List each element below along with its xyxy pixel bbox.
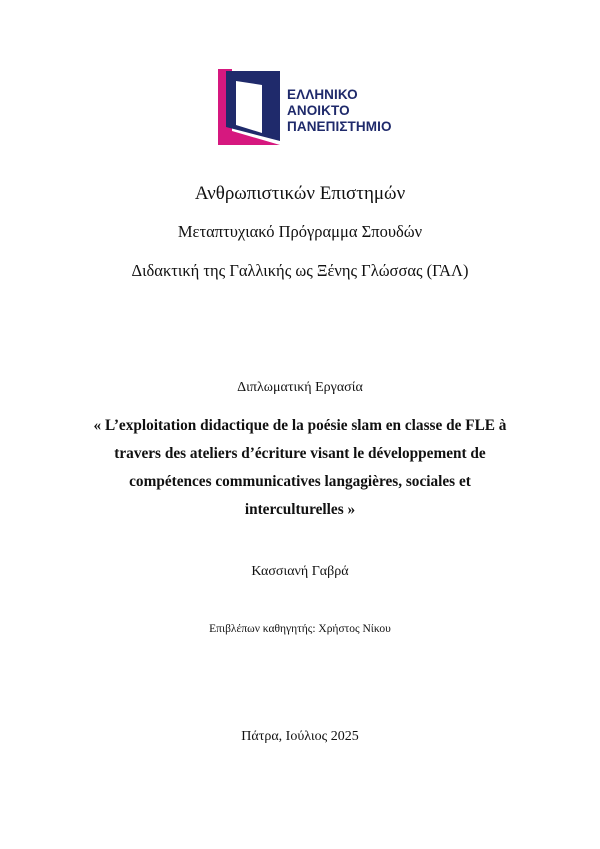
place-date: Πάτρα, Ιούλιος 2025 xyxy=(241,729,359,744)
program-name: Μεταπτυχιακό Πρόγραμμα Σπουδών xyxy=(177,222,423,241)
university-name xyxy=(287,87,392,135)
university-logo-icon xyxy=(218,69,280,145)
thesis-title-line: travers des ateliers d’écriture visant le développement de xyxy=(114,445,486,462)
faculty-name: Ανθρωπιστικών Επιστημών xyxy=(194,183,406,204)
supervisor-line: Επιβλέπων καθηγητής: Χρήστος Νίκου xyxy=(209,623,391,635)
university-name-line: ΕΛΛΗΝΙΚΟ xyxy=(287,87,358,102)
specialty-name: Διδακτική της Γαλλικής ως Ξένης Γλώσσας (ΓΑΛ) xyxy=(131,261,469,280)
university-name-line: ΠΑΝΕΠΙΣΤΗΜΙΟ xyxy=(287,119,392,134)
thesis-title xyxy=(80,412,520,524)
university-name-line: ΑΝΟΙΚΤΟ xyxy=(287,103,350,118)
thesis-title-line: interculturelles » xyxy=(244,501,356,518)
author-name: Κασσιανή Γαβρά xyxy=(251,564,349,579)
thesis-title-line: compétences communicatives langagières, sociales et xyxy=(129,473,471,490)
document-type: Διπλωματική Εργασία xyxy=(237,380,363,395)
thesis-title-line: « L’exploitation didactique de la poésie slam en classe de FLE à xyxy=(93,417,507,434)
university-logo xyxy=(218,69,408,145)
